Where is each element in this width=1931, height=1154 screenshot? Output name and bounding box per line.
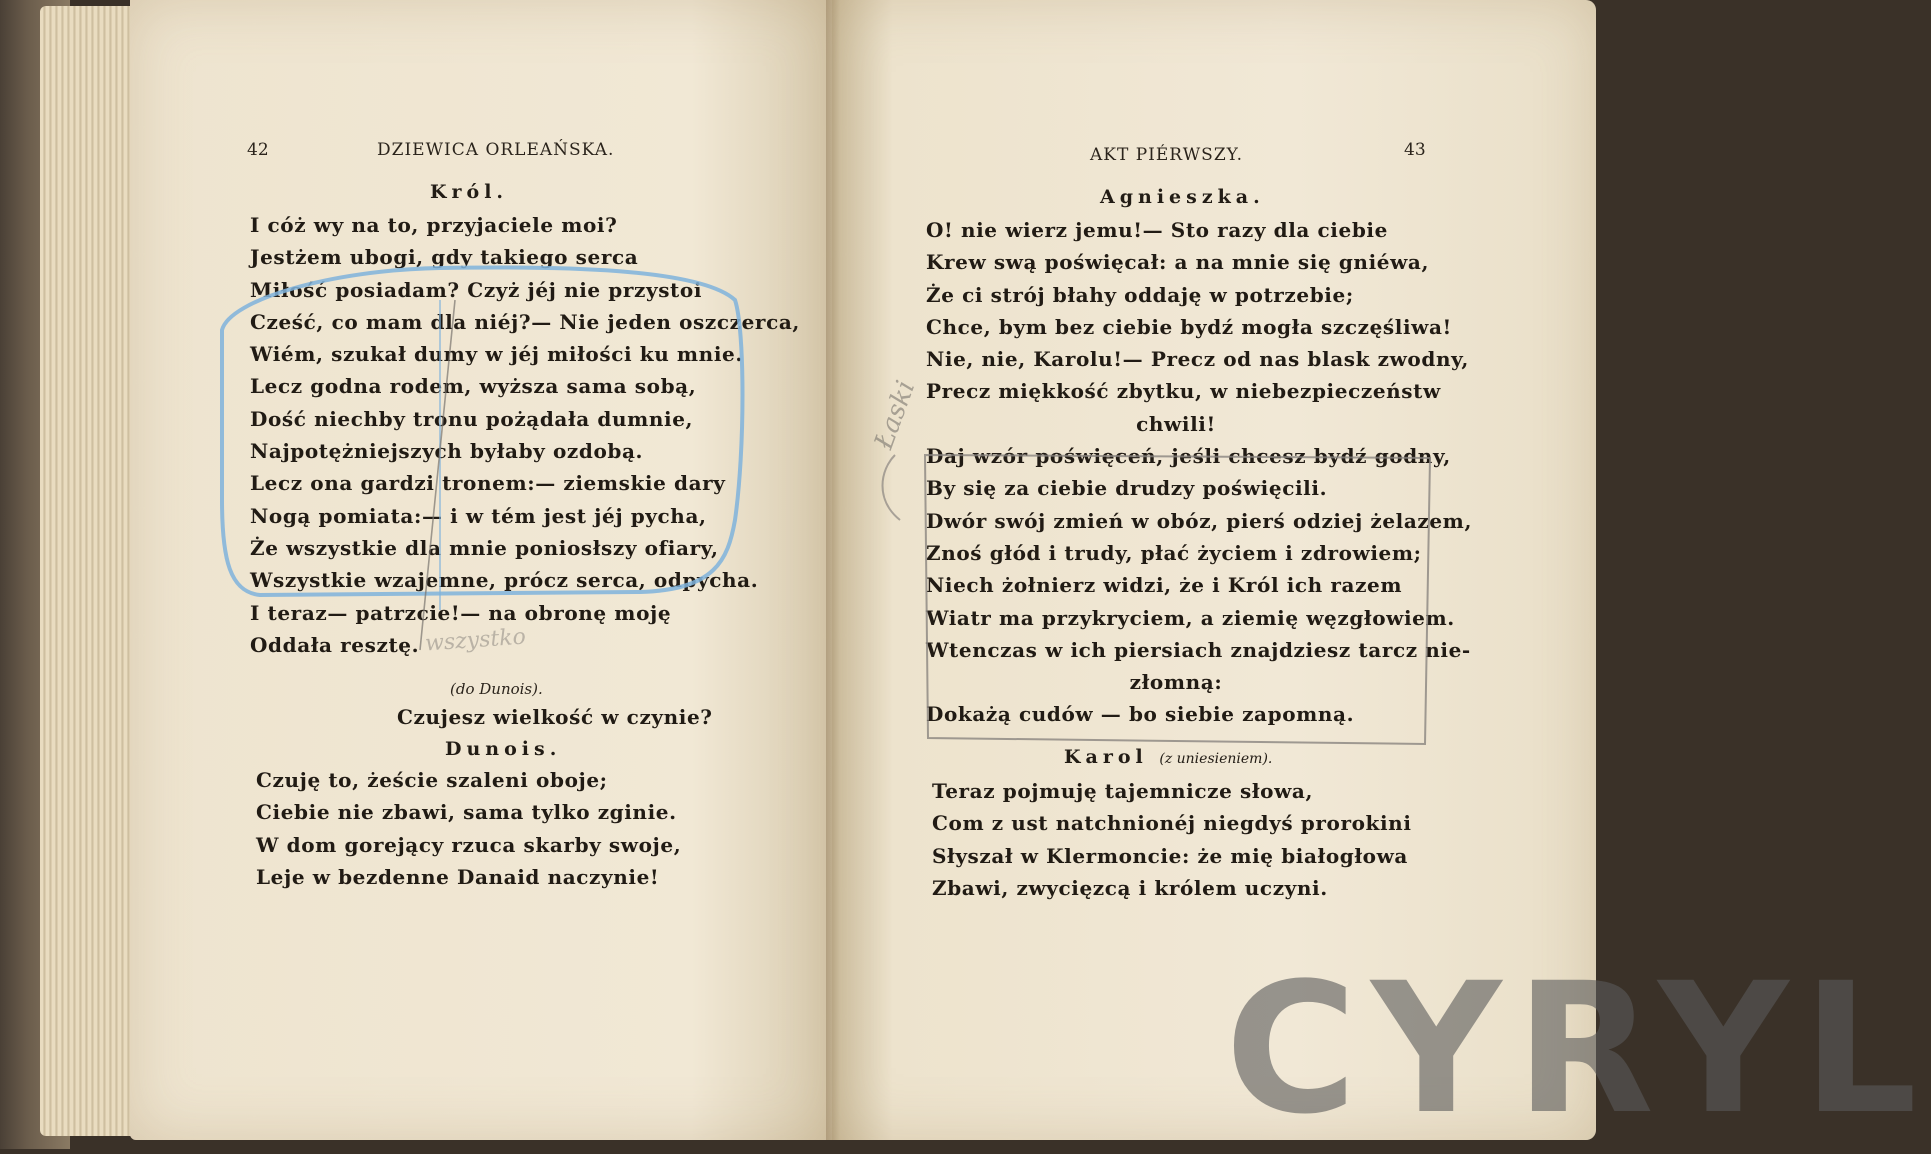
left-stage-direction: (do Dunois). [450, 680, 543, 698]
verse-line: Chce, bym bez ciebie bydź mogła szczęśliwa! [926, 314, 1452, 339]
verse-line: Nogą pomiata:— i w tém jest jéj pycha, [250, 503, 707, 528]
verse-line: Że ci strój błahy oddaję w potrzebie; [926, 282, 1354, 307]
verse-line: Jestżem ubogi, gdy takiego serca [250, 245, 639, 270]
verse-line: Miłość posiadam? Czyż jéj nie przystoi [250, 277, 703, 302]
verse-line: Leje w bezdenne Danaid naczynie! [256, 864, 660, 889]
verse-line: Dwór swój zmień w obóz, pierś odziej żelazem, [926, 508, 1473, 533]
verse-line: Najpotężniejszych byłaby ozdobą. [250, 439, 644, 464]
verse-line: Cześć, co mam dla niéj?— Nie jeden oszczerca, [250, 309, 800, 334]
verse-line: Wtenczas w ich piersiach znajdziesz tarcz nie- [926, 637, 1471, 662]
blue-pencil-bracket [222, 267, 743, 595]
verse-line: Precz miękkość zbytku, w niebezpieczeństw [926, 379, 1441, 404]
verse-line: Że wszystkie dla mnie poniosłszy ofiary, [250, 535, 719, 560]
right-page-number: 43 [1404, 140, 1426, 160]
verse-line: Dość niechby tronu pożądała dumnie, [250, 406, 694, 431]
verse-line: Czuję to, żeście szaleni oboje; [256, 768, 608, 792]
verse-line: Wiém, szukał dumy w jéj miłości ku mnie. [250, 342, 743, 367]
right-running-head: AKT PIÉRWSZY. [1090, 145, 1244, 165]
left-page-number: 42 [247, 140, 269, 160]
verse-line: O! nie wierz jemu!— Sto razy dla ciebie [926, 218, 1388, 242]
verse-line: Zbawi, zwycięzcą i królem uczyni. [932, 875, 1328, 900]
graphite-curve [883, 455, 901, 520]
speaker-name: Karol [1064, 746, 1148, 768]
graphite-diagonal [420, 300, 455, 650]
right-pencil-note: Łaski [869, 376, 922, 454]
verse-line: I teraz— patrzcie!— na obronę moję [250, 600, 672, 625]
verse-line: By się za ciebie drudzy poświęcili. [926, 476, 1328, 501]
verse-line: Oddała resztę. [250, 632, 420, 657]
verse-line: Czujesz wielkość w czynie? [397, 705, 713, 729]
left-speaker-krol: Król. [430, 181, 509, 203]
verse-line: Teraz pojmuję tajemnicze słowa, [932, 779, 1314, 803]
verse-line: Daj wzór poświęceń, jeśli chcesz bydź godny, [926, 444, 1451, 469]
verse-line: W dom gorejący rzuca skarby swoje, [256, 832, 682, 857]
verse-line: Lecz godna rodem, wyższa sama sobą, [250, 374, 697, 399]
verse-line: Znoś głód i trudy, płać życiem i zdrowiem; [926, 540, 1422, 565]
verse-line: Dokażą cudów — bo siebie zapomną. [926, 702, 1355, 727]
verse-line: Com z ust natchnionéj niegdyś prorokini [932, 811, 1412, 836]
verse-line: Krew swą poświęcał: a na mnie się gniéwa, [926, 250, 1430, 275]
cyryl-watermark: CYRYL [1225, 945, 1931, 1154]
verse-line: Nie, nie, Karolu!— Precz od nas blask zwodny, [926, 347, 1469, 372]
graphite-box [925, 455, 1473, 744]
verse-line: chwili! [1136, 411, 1216, 436]
left-running-head: DZIEWICA ORLEAŃSKA. [377, 140, 615, 160]
left-speaker-dunois: Dunois. [445, 738, 562, 760]
verse-line: Lecz ona gardzi tronem:— ziemskie dary [250, 471, 726, 496]
verse-line: I cóż wy na to, przyjaciele moi? [250, 213, 618, 237]
verse-line: złomną: [1129, 670, 1223, 695]
speaker-direction: (z uniesieniem). [1159, 751, 1273, 767]
verse-line: Wiatr ma przykryciem, a ziemię węzgłowiem. [926, 605, 1455, 630]
verse-line: Ciebie nie zbawi, sama tylko zginie. [256, 800, 677, 825]
left-pencil-note: wszystko [424, 624, 527, 657]
right-speaker-agnieszka: Agnieszka. [1100, 186, 1265, 208]
verse-line: Niech żołnierz widzi, że i Król ich razem [926, 573, 1403, 598]
verse-line: Słyszał w Klermoncie: że mię białogłowa [932, 843, 1408, 868]
verse-line: Wszystkie wzajemne, prócz serca, odpycha. [250, 568, 759, 593]
